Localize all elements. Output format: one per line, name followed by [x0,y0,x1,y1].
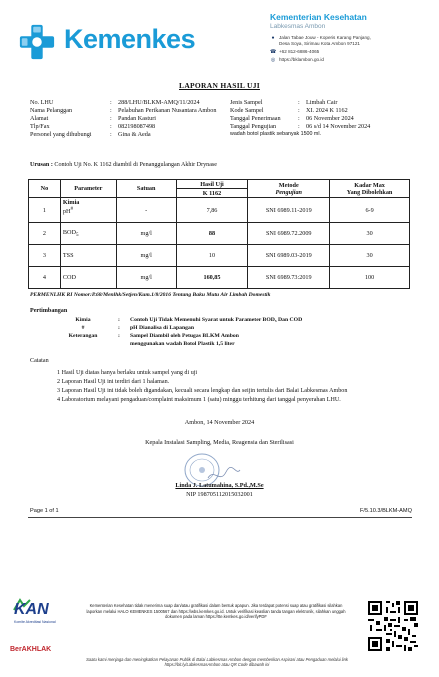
signatory-name [0,482,439,489]
address-line-2: Desa Soya, Sirimau Kota Ambon 97121 [279,41,360,46]
hash-text: pH Dianalisa di Lapangan [130,325,195,331]
terima-value: 06 November 2024 [306,115,354,122]
cell-hasil: 10 [176,245,248,267]
sep: : [118,317,120,323]
cell-kadar: 30 [330,223,410,245]
header-no: No [29,180,61,198]
regulation-reference: PERMENLHK RI Nomor:P.68/Menlhk/Setjen/Kum.1/8/2016 Tentang Baku Mutu Air Limbah Domestik [30,292,271,298]
urusan-line [30,162,217,168]
sep: : [110,123,112,130]
header-kadar-2: Yang Dibolehkan [346,188,393,196]
cell-no: 1 [29,198,61,223]
sep: : [298,115,300,122]
report-info [30,99,420,154]
header-hasil: Hasil Uji [176,180,248,189]
jenis-label: Jenis Sampel [230,99,263,106]
cell-no: 2 [29,223,61,245]
sep: : [110,115,112,122]
kimia-text: Contoh Uji Tidak Memenuhi Syarat untuk Parameter BOD₅ Dan COD [130,317,303,323]
sep: : [110,131,112,138]
phone-number: +62 812-6886-4065 [279,49,320,54]
header-metode [248,180,330,198]
cell-satuan: - [116,198,176,223]
table-row [29,198,410,223]
param-sup: # [70,206,74,212]
cell-metode: SNI 6989.72.2009 [248,223,330,245]
keterangan-label: Keterangan [68,333,98,339]
sep: : [298,99,300,106]
header-metode-1: Metode [278,181,299,189]
jenis-value: Limbah Cair [306,99,338,106]
contact-address [270,35,371,47]
group-label: Kimia [62,199,80,206]
cell-hasil: 7,86 [176,198,248,223]
report-title: LAPORAN HASIL UJI [179,81,260,90]
kode-value: XI. 2024 K 1162 [306,107,348,114]
sign-date: Ambon, 14 November 2024 [184,419,255,426]
note-item: 4 Laboratorium melayani pengaduan/complaint maksimum 1 (satu) minggu terhitung dari tanggal penyerahan LHU. [57,397,341,403]
cell-param [60,223,116,245]
cell-param [60,198,116,223]
sep: : [298,123,300,130]
website-link[interactable]: https://bklambon.go.id [279,57,324,62]
cell-metode: SNI 6989.11-2019 [248,198,330,223]
header-kode: K 1162 [176,189,248,198]
urusan-label: Urusan : [30,162,53,168]
tlp-label: Tlp/Fax [30,123,50,130]
sep: : [298,107,300,114]
param-name: pH [62,208,71,216]
personel-value: Gina & Aeda [118,131,151,138]
pengujian-label: Tanggal Pengujian [230,123,277,130]
terima-label: Tanggal Penerimaan [230,115,281,122]
cell-satuan: mg/l [116,223,176,245]
footer-divider [28,517,412,518]
table-row [29,245,410,267]
sep: : [110,99,112,106]
table-row [29,267,410,289]
kimia-label: Kimia [75,317,91,323]
urusan-text: Contoh Uji No. K 1162 diambil di Penanggulangan Akhir Drynase [54,162,217,168]
sign-title: Kepala Instalasi Sampling, Media, Reagensia dan Sterilisasi [145,439,294,446]
note-item: 1 Hasil Uji diatas hanya berlaku untuk sampel yang di uji [57,370,198,376]
cell-kadar: 6-9 [330,198,410,223]
cell-param: COD [60,267,116,289]
sep: : [118,325,120,331]
berakhlak-logo: BerAKHLAK [10,646,52,653]
header-satuan: Satuan [116,180,176,198]
kemenkes-logo-icon [18,22,56,62]
sep: : [118,333,120,339]
table-row [29,223,410,245]
sep: : [110,107,112,114]
results-table [28,179,410,289]
contact-website [270,57,324,63]
catatan-title: Catatan [30,358,49,364]
brand-name: Kemenkes [64,24,196,54]
header-metode-2: Pengujian [275,188,302,196]
keterangan-text-1: Sampel Diambil oleh Petugas BLKM Ambon [130,333,239,339]
phone-icon: ☎ [270,49,277,55]
no-lhu-label: No. LHU [30,99,54,106]
note-item: 2 Laporan Hasil Uji ini terdiri dari 1 halaman. [57,379,170,385]
location-pin-icon: ● [271,35,275,41]
pelanggan-label: Nama Pelanggan [30,107,73,114]
page-number: Page 1 of 1 [30,508,59,514]
cell-metode: SNI 6989.73:2019 [248,267,330,289]
contact-phone [270,49,319,55]
cell-hasil: 160,85 [176,267,248,289]
cell-param: TSS [60,245,116,267]
alamat-label: Alamat [30,115,49,122]
cell-satuan: mg/l [116,245,176,267]
wadah-note: wadah botol plastik sebanyak 1500 ml. [230,131,321,137]
globe-icon: ◎ [270,57,276,63]
keterangan-text-2: menggunakan wadah Botol Plastik 1,5 liter [130,341,235,347]
header-parameter: Parameter [60,180,116,198]
tlp-value: 082198087498 [118,123,156,130]
anti-bribery-disclaimer: Kementerian Kesehatan tidak menerima suap dan/atau gratifikasi dalam bentuk apapun. Jika terdapat potensi suap atau gratifikasi silahkan laporkan melalui HALO KEMENKES 1500567 dan https://wbs.kemkes.go.id. Untuk verifikasi keaslian tanda tangan elektronik, silahkan unggah dokumen pada laman https://tte.kemkes.go.id/verifyPDF [86,603,346,620]
param-name: BOD [62,228,76,236]
cell-kadar: 30 [330,245,410,267]
header-kadar [330,180,410,198]
ministry-name: Kementerian Kesehatan [270,12,367,22]
pertimbangan-block [0,317,439,357]
kan-subtitle: Komite Akreditasi Nasional [14,620,56,624]
kan-logo: KAN [14,601,49,618]
form-code: F/5.10.3/BLKM-AMQ [360,508,412,514]
lab-name: Labkesmas Ambon [270,23,326,30]
personel-label: Personel yang dihubungi [30,131,92,138]
hash-label: # [81,325,85,331]
cell-satuan: mg/l [116,267,176,289]
cell-no: 4 [29,267,61,289]
no-lhu-value: 288/LHU/BLKM-AMQ/11/2024 [118,99,200,106]
cell-no: 3 [29,245,61,267]
alamat-value: Pandan Kasturi [118,115,156,122]
pelanggan-value: Pelabuhan Perikanan Nusantara Ambon [118,107,217,114]
cell-kadar: 100 [330,267,410,289]
cell-hasil: 88 [176,223,248,245]
note-item: 3 Laporan Hasil Uji ini tidak boleh digandakan, kecuali secara lengkap dan seijin tertulis dari Balai Labkesmas Ambon [57,388,348,394]
cell-metode: SNI 6989.03-2019 [248,245,330,267]
param-sub: 5 [75,232,79,239]
kode-label: Kode Sampel [230,107,264,114]
pertimbangan-title: Pertimbangan [30,308,68,314]
aspiration-note: Saatu kami menjaga dan meningkatkan Pelayanan Publik di Balai Labkesmas Ambon dengan memberikan Aspirasi atau Pengaduan melalui link https://bit.ly/LabkesmasAmbon atau QR Code dibawah ini [86,657,348,668]
signatory-nip: NIP 198705112015032001 [186,491,253,498]
address-line-1: Jalan Tabae Jouw - Koperis Karang Panjang, [279,35,371,40]
signatory-name-text: Linda J. Latumahina, S.Pd.,M.Se [175,482,264,489]
pengujian-value: 06 s/d 14 November 2024 [306,123,371,130]
qr-code-icon[interactable] [366,599,420,653]
header-kadar-1: Kadar Max [354,181,385,189]
